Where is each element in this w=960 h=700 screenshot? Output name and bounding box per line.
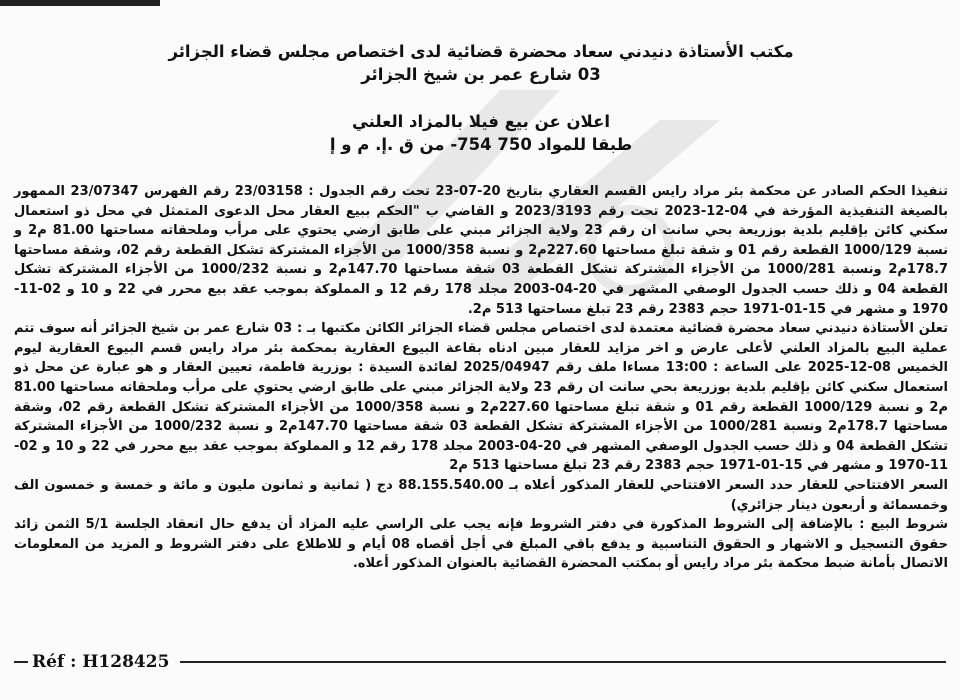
office-address: 03 شارع عمر بن شيخ الجزائر bbox=[361, 65, 601, 84]
auction-paragraph: تعلن الأستاذة دنيدني سعاد محضرة قضائية معتمدة لدى اختصاص مجلس قضاء الجزائر الكائن مكتبها بـ : 03 شارع عمر بن شيخ الجزائر أنه سوف تتم عملية البيع بالمزاد العلني لأعلى عارض و اخر مزايد للعقار مبين ادناه بقاعة البيوع العقارية بمحكمة بئر مراد رايس قسم البيوع العقارية ليوم الخميس 08-12-2025 على الساعة : 13:00 مساءا ملف رقم 2025/04947 لفائدة السيدة : بوزرية فاطمة، تعيين العقار و هو عبارة عن محل ذو استعمال سكني كائن بإقليم بلدية بوزريعة بحي سانت ان رقم 23 ولاية الجزائر مبني على طابق ارضي يحتوي على مرأب وملحقاته مساحتها 81.00 م2 و نسبة 1000/129 القطعة رقم 01 و شقة تبلغ مساحتها 227.60م2 و نسبة 1000/358 من الأجزاء المشتركة تشكل القطعة رقم 02، وشقة مساحتها 178.7م2 ونسبة 1000/281 من الأجزاء المشتركة تشكل القطعة 03 شقة مساحتها 147.70م2 و نسبة 1000/232 من الأجزاء المشتركة تشكل القطعة 04 و ذلك حسب الجدول الوصفي المشهر في 20-04-2003 مجلد 178 رقم 12 و المملوكة بموجب عقد بيع محرر في 22 و 10 و 02-11-1970 و مشهر في 15-01-1971 حجم 2383 رقم 23 تبلغ مساحتها 513 م2 bbox=[14, 321, 949, 474]
announcement-subtitle: طبقا للمواد 750 754- من ق .إ. م و إ bbox=[329, 135, 633, 154]
office-name: مكتب الأستاذة دنيدني سعاد محضرة قضائية لدى اختصاص مجلس قضاء الجزائر bbox=[168, 42, 794, 61]
legal-notice bbox=[14, 20, 948, 660]
reference-footer bbox=[14, 650, 946, 674]
execution-paragraph: تنفيذا الحكم الصادر عن محكمة بئر مراد رايس القسم العقاري بتاريخ 20-07-23 تحت رقم الجدول : 23/03158 رقم الفهرس 23/07347 الممهور بالصيغة التنفيذية المؤرخة في 04-12-2023 تحت رقم 2023/3193 و القاضي ب "الحكم ببيع العقار محل الدعوى المتمثل في محل ذو استعمال سكني كائن بإقليم بلدية بوزريعة بحي سانت ان رقم 23 ولاية الجزائر مبني على طابق ارضي يحتوي على مرأب وملحقاته مساحتها 81.00 م2 و نسبة 1000/129 القطعة رقم 01 و شقة تبلغ مساحتها 227.60م2 و نسبة 1000/358 من الأجزاء المشتركة تشكل القطعة رقم 02، وشقة مساحتها 178.7م2 ونسبة 1000/281 من الأجزاء المشتركة تشكل القطعة 03 شقة مساحتها 147.70م2 و نسبة 1000/232 من الأجزاء المشتركة تشكل القطعة 04 و ذلك حسب الجدول الوصفي المشهر في 20-04-2003 مجلد 178 رقم 12 و المملوكة بموجب عقد بيع محرر في 22 و 10 و 02-11-1970 و مشهر في 15-01-1971 حجم 2383 رقم 23 تبلغ مساحتها 513 م2. bbox=[14, 184, 949, 317]
opening-price-paragraph: السعر الافتتاحي للعقار حدد السعر الافتتاحي للعقار المذكور أعلاه بـ 88.155.540.00 دج ( ثمانية و ثمانون مليون و مائة و خمسة و خمسون الف وخمسمائة و أربعون دينار جزائري) bbox=[14, 477, 948, 513]
reference-number: Réf : H128425 bbox=[32, 652, 170, 672]
top-edge-strip bbox=[0, 0, 160, 6]
sale-conditions-paragraph: شروط البيع : بالإضافة إلى الشروط المذكورة في دفتر الشروط فإنه يجب على الراسي عليه المزاد أن يدفع حال انعقاد الجلسة 5/1 الثمن زائد حقوق التسجيل و الاشهار و الحقوق التناسبية و يدفع باقي المبلغ في أجل أقصاه 08 أيام و للاطلاع على دفتر الشروط و المزيد من المعلومات الاتصال بأمانة ضبط محكمة بئر مراد رايس أو بمكتب المحضرة القضائية بالعنوان المذكور أعلاه. bbox=[14, 517, 948, 572]
announcement-title: اعلان عن بيع فيلا بالمزاد العلني bbox=[351, 112, 610, 131]
footer-rule-left bbox=[14, 661, 28, 663]
notice-body bbox=[14, 182, 948, 574]
footer-rule bbox=[180, 661, 946, 663]
notice-header bbox=[14, 40, 948, 156]
